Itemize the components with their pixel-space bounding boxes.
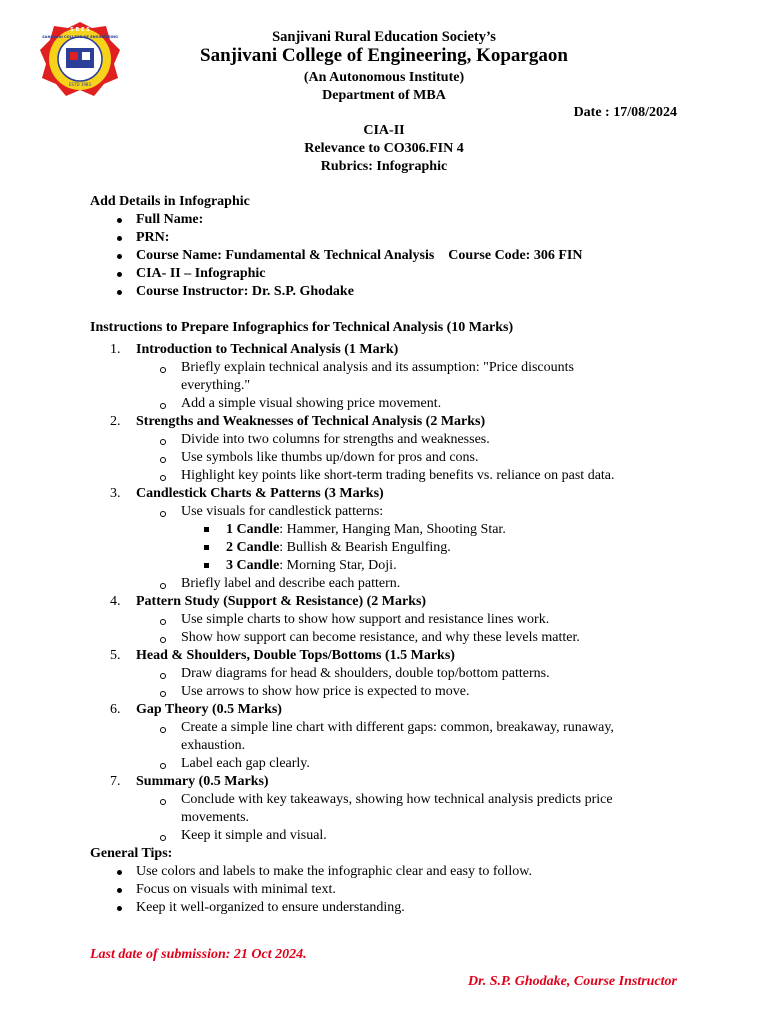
pattern-text: : Morning Star, Doji. [279, 558, 397, 573]
logo-top-text: S R E S [70, 27, 90, 33]
sub-item: Use arrows to show how price is expected to move. [90, 683, 690, 701]
item-number: 6. [110, 702, 121, 717]
sub-item: Add a simple visual showing price movement. [90, 395, 690, 413]
item-title: Introduction to Technical Analysis (1 Mark) [136, 342, 399, 357]
instruction-item [90, 413, 690, 485]
sub-item: Briefly explain technical analysis and its assumption: "Price discounts everything." [90, 359, 690, 395]
sub-list [90, 791, 690, 845]
sub-list [90, 359, 690, 413]
sub-item: Create a simple line chart with different gaps: common, breakaway, runaway, exhaustion. [90, 719, 690, 755]
item-number: 7. [110, 774, 121, 789]
logo-est-text: ESTD 1983 [68, 82, 92, 87]
instruction-item [90, 341, 690, 413]
instructions-list [90, 341, 690, 845]
tips-title: General Tips: [90, 846, 173, 861]
document-body [90, 193, 690, 917]
instruction-item [90, 593, 690, 647]
item-title: Summary (0.5 Marks) [136, 774, 269, 789]
department-name: Department of MBA [322, 88, 446, 103]
list-item: Full Name: [90, 211, 690, 229]
sub-list [90, 719, 690, 773]
sub-item: Use simple charts to show how support and resistance lines work. [90, 611, 690, 629]
list-item: PRN: [90, 229, 690, 247]
sub-item: Use visuals for candlestick patterns: [90, 503, 690, 521]
cia-title: CIA-II [363, 123, 405, 138]
sub-item: Divide into two columns for strengths and weaknesses. [90, 431, 690, 449]
instructions-title: Instructions to Prepare Infographics for Technical Analysis (10 Marks) [90, 320, 514, 335]
item-title: Gap Theory (0.5 Marks) [136, 702, 282, 717]
sub-item: Use symbols like thumbs up/down for pros and cons. [90, 449, 690, 467]
list-item: Keep it well-organized to ensure understanding. [90, 899, 690, 917]
sub-item: Draw diagrams for head & shoulders, double top/bottom patterns. [90, 665, 690, 683]
pattern-text: : Hammer, Hanging Man, Shooting Star. [279, 522, 506, 537]
instruction-item [90, 485, 690, 593]
pattern-list [90, 521, 690, 575]
sub-list [90, 503, 690, 521]
autonomous-note: (An Autonomous Institute) [303, 70, 465, 85]
submission-deadline: Last date of submission: 21 Oct 2024. [90, 947, 307, 962]
relevance-line: Relevance to CO306.FIN 4 [304, 141, 464, 156]
list-item: CIA- II – Infographic [90, 265, 690, 283]
list-item: Course Name: Fundamental & Technical Analysis Course Code: 306 FIN [90, 247, 690, 265]
instruction-item [90, 773, 690, 845]
item-number: 1. [110, 342, 121, 357]
tips-list [90, 863, 690, 917]
item-number: 4. [110, 594, 121, 609]
sub-item: Keep it simple and visual. [90, 827, 690, 845]
instructor-signature: Dr. S.P. Ghodake, Course Instructor [467, 974, 677, 989]
sub-list [90, 431, 690, 485]
pattern-label: 1 Candle [226, 522, 280, 537]
pattern-text: : Bullish & Bearish Engulfing. [279, 540, 451, 555]
item-title: Pattern Study (Support & Resistance) (2 Marks) [136, 594, 427, 609]
item-title: Head & Shoulders, Double Tops/Bottoms (1.5 Marks) [136, 648, 455, 663]
list-item: Course Instructor: Dr. S.P. Ghodake [90, 283, 690, 301]
sub-item: Show how support can become resistance, and why these levels matter. [90, 629, 690, 647]
instruction-item [90, 701, 690, 773]
pattern-label: 3 Candle [226, 558, 280, 573]
details-title: Add Details in Infographic [90, 194, 250, 209]
instruction-item [90, 647, 690, 701]
rubrics-line: Rubrics: Infographic [320, 159, 448, 174]
item-number: 3. [110, 486, 121, 501]
sub-item: Briefly label and describe each pattern. [90, 575, 690, 593]
logo-ring-text: SANJIVANI COLLEGE OF ENGINEERING [42, 35, 118, 39]
sub-item: Highlight key points like short-term trading benefits vs. reliance on past data. [90, 467, 690, 485]
sub-list [90, 611, 690, 647]
list-item: Use colors and labels to make the infographic clear and easy to follow. [90, 863, 690, 881]
item-number: 5. [110, 648, 121, 663]
item-number: 2. [110, 414, 121, 429]
pattern-label: 2 Candle [226, 540, 280, 555]
sub-item: Conclude with key takeaways, showing how technical analysis predicts price movements. [90, 791, 690, 827]
pattern-item [90, 521, 690, 539]
sub-item: Label each gap clearly. [90, 755, 690, 773]
pattern-item [90, 539, 690, 557]
sub-list [90, 575, 690, 593]
sub-list [90, 665, 690, 701]
college-name: Sanjivani College of Engineering, Kopargaon [200, 45, 568, 66]
pattern-item [90, 557, 690, 575]
document-date: Date : 17/08/2024 [573, 105, 677, 120]
item-title: Candlestick Charts & Patterns (3 Marks) [136, 486, 384, 501]
society-name: Sanjivani Rural Education Society’s [272, 29, 496, 45]
item-title: Strengths and Weaknesses of Technical Analysis (2 Marks) [136, 414, 486, 429]
list-item: Focus on visuals with minimal text. [90, 881, 690, 899]
details-list [90, 211, 690, 301]
